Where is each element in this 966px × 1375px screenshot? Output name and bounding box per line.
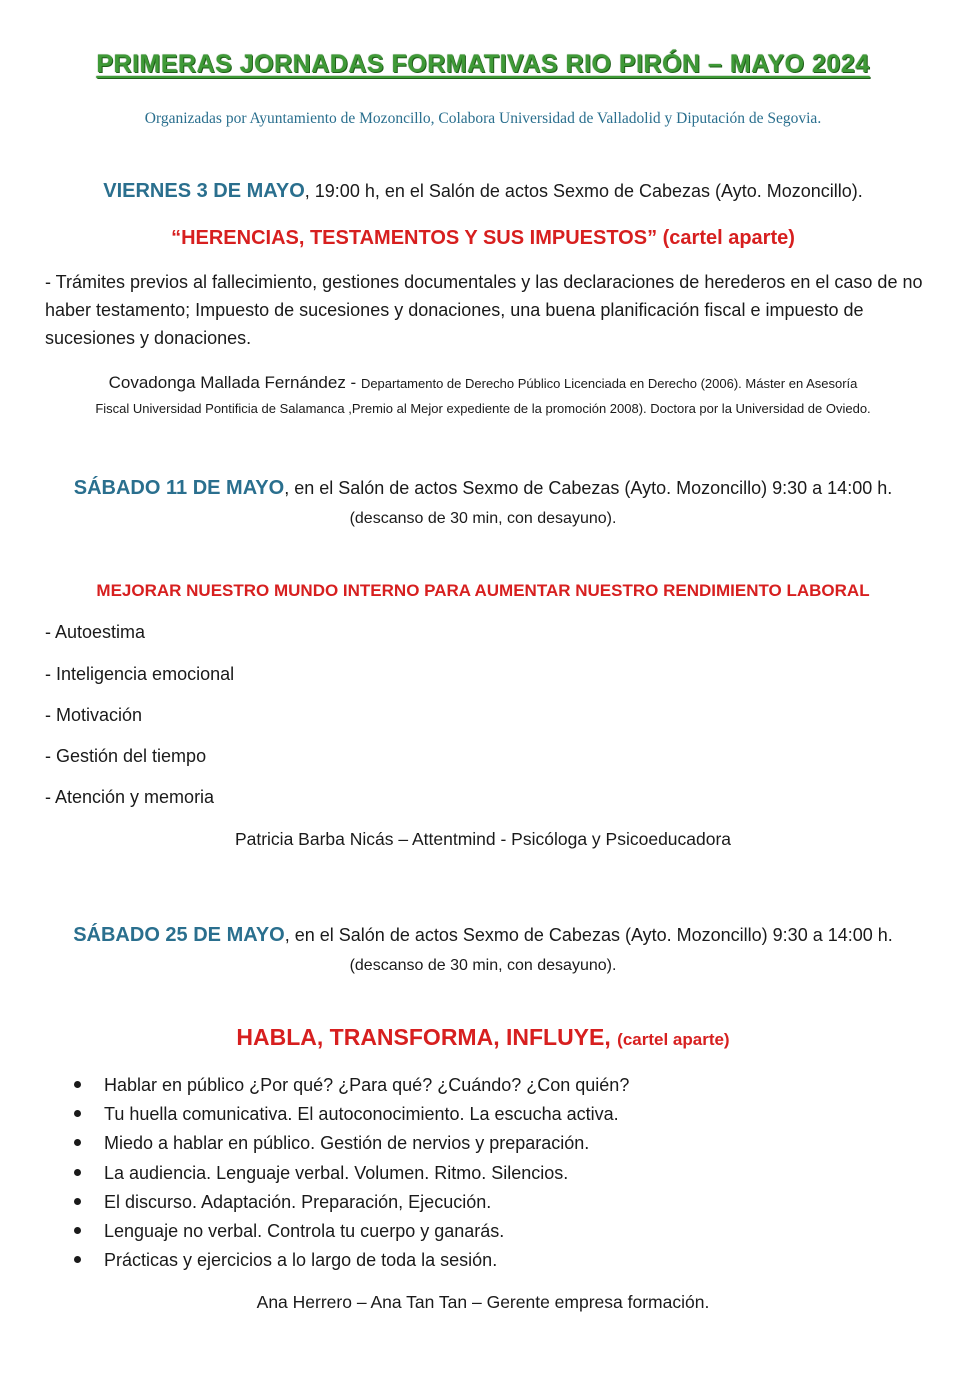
- session1-title: “HERENCIAS, TESTAMENTOS Y SUS IMPUESTOS” (cartel aparte): [171, 227, 795, 249]
- list-item-text: Lenguaje no verbal. Controla tu cuerpo y ganarás.: [104, 1220, 505, 1241]
- session2-item: - Autoestima: [45, 622, 146, 642]
- session3-title-note: (cartel aparte): [617, 1030, 730, 1049]
- document-subtitle: Organizadas por Ayuntamiento de Mozoncillo, Colabora Universidad de Valladolid y Diputación de Segovia.: [144, 110, 822, 127]
- list-item: [74, 1190, 629, 1219]
- session1-speaker-detail-1: Departamento de Derecho Público Licenciada en Derecho (2006). Máster en Asesoría: [360, 376, 858, 391]
- list-item-text: Hablar en público ¿Por qué? ¿Para qué? ¿Cuándo? ¿Con quién?: [104, 1075, 630, 1095]
- bullet-icon: [74, 1110, 81, 1117]
- list-item: [74, 1131, 629, 1160]
- list-item-text: El discurso. Adaptación. Preparación, Ejecución.: [104, 1191, 492, 1212]
- list-item: [74, 1073, 629, 1102]
- list-item-text: Prácticas y ejercicios a lo largo de toda la sesión.: [104, 1250, 498, 1271]
- session2-break: (descanso de 30 min, con desayuno).: [349, 510, 617, 527]
- session1-details: , 19:00 h, en el Salón de actos Sexmo de Cabezas (Ayto. Mozoncillo).: [304, 181, 863, 201]
- session1-speaker-line: [0, 373, 966, 393]
- list-item: [74, 1102, 629, 1131]
- list-item: [74, 1248, 629, 1277]
- session2-day: SÁBADO 11 DE MAYO: [73, 477, 285, 499]
- list-item: [74, 1161, 629, 1190]
- list-item: [74, 1219, 629, 1248]
- session3-break: (descanso de 30 min, con desayuno).: [349, 957, 617, 974]
- session2-title: MEJORAR NUESTRO MUNDO INTERNO PARA AUMENTAR NUESTRO RENDIMIENTO LABORAL: [96, 581, 870, 600]
- session3-date-line: [0, 924, 966, 947]
- session1-date-line: [0, 180, 966, 203]
- session1-speaker-detail-2: Fiscal Universidad Pontificia de Salamanca ,Premio al Mejor expediente de la promoción 2008). Doctora por la Universidad de Oviedo.: [95, 401, 871, 416]
- bullet-icon: [74, 1081, 81, 1088]
- session2-item: - Motivación: [45, 705, 143, 725]
- list-item-text: Tu huella comunicativa. El autoconocimiento. La escucha activa.: [104, 1104, 619, 1125]
- session1-description: - Trámites previos al fallecimiento, gestiones documentales y las declaraciones de herederos en el caso de no haber testamento; Impuesto de sucesiones y donaciones, una buena planificación fiscal e impuesto de sucesiones y donaciones.: [45, 272, 923, 348]
- session3-topic-list: [74, 1073, 629, 1277]
- session2-item: - Inteligencia emocional: [45, 664, 235, 684]
- session1-speaker-name: Covadonga Mallada Fernández -: [108, 373, 361, 392]
- session2-details: , en el Salón de actos Sexmo de Cabezas (Ayto. Mozoncillo) 9:30 a 14:00 h.: [284, 478, 893, 498]
- bullet-icon: [74, 1198, 81, 1205]
- session2-item: - Atención y memoria: [45, 787, 215, 807]
- session2-date-line: [0, 477, 966, 500]
- session3-day: SÁBADO 25 DE MAYO: [73, 924, 285, 946]
- session3-title-line: [0, 1024, 966, 1051]
- session1-day: VIERNES 3 DE MAYO: [103, 180, 305, 202]
- bullet-icon: [74, 1256, 81, 1263]
- list-item-text: La audiencia. Lenguaje verbal. Volumen. Ritmo. Silencios.: [104, 1162, 569, 1183]
- session2-item: - Gestión del tiempo: [45, 746, 207, 766]
- session3-speaker: Ana Herrero – Ana Tan Tan – Gerente empresa formación.: [256, 1292, 710, 1312]
- session3-details: , en el Salón de actos Sexmo de Cabezas (Ayto. Mozoncillo) 9:30 a 14:00 h.: [284, 925, 893, 945]
- session3-title: HABLA, TRANSFORMA, INFLUYE,: [236, 1024, 618, 1050]
- bullet-icon: [74, 1169, 81, 1176]
- bullet-icon: [74, 1227, 81, 1234]
- list-item-text: Miedo a hablar en público. Gestión de nervios y preparación.: [104, 1133, 590, 1154]
- document-title: PRIMERAS JORNADAS FORMATIVAS RIO PIRÓN – MAYO 2024: [96, 50, 870, 78]
- session2-speaker: Patricia Barba Nicás – Attentmind - Psicóloga y Psicoeducadora: [234, 829, 732, 849]
- bullet-icon: [74, 1139, 81, 1146]
